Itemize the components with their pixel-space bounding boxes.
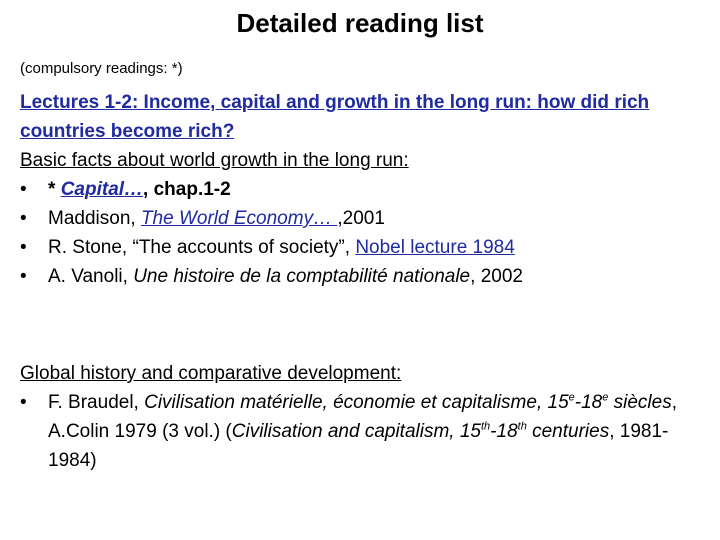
item-author: A. Vanoli, (48, 266, 134, 287)
section-lectures-1-2 (20, 88, 700, 291)
basic-facts-subheading: Basic facts about world growth in the long run: (20, 150, 409, 171)
item-author: Maddison, (48, 208, 141, 229)
item-work: Civilisation matérielle, économie et capitalisme, 15 (144, 392, 569, 413)
list-item (20, 204, 700, 233)
bullet-icon: • (20, 179, 27, 200)
item-author: R. Stone, “The accounts of society”, (48, 237, 356, 258)
compulsory-note: (compulsory readings: *) (20, 60, 183, 77)
superscript: th (480, 420, 491, 433)
compulsory-star: * (48, 179, 61, 200)
reading-list-basic-facts (20, 175, 700, 291)
global-history-subheading: Global history and comparative development: (20, 363, 402, 384)
item-work: -18 (490, 421, 518, 442)
section-global-history (20, 359, 700, 475)
item-work: Civilisation and capitalism, 15 (231, 421, 481, 442)
nobel-lecture-link[interactable]: Nobel lecture 1984 (355, 237, 515, 258)
capital-link[interactable]: Capital… (60, 179, 144, 200)
bullet-icon: • (20, 237, 27, 258)
bullet-icon: • (20, 208, 27, 229)
superscript: e (568, 391, 575, 404)
item-rest: , 1981-1984) (48, 421, 669, 471)
bullet-icon: • (20, 392, 27, 413)
item-text: , A.Colin 1979 (3 vol.) ( (48, 392, 677, 442)
reading-list-global-history (20, 388, 700, 475)
item-work: -18 (574, 392, 603, 413)
superscript: e (602, 391, 609, 404)
list-item (20, 388, 700, 475)
list-item (20, 233, 700, 262)
item-work: siècles (613, 392, 672, 413)
bullet-icon: • (20, 266, 27, 287)
world-economy-link[interactable]: The World Economy… (140, 208, 338, 229)
item-rest: ,2001 (337, 208, 385, 229)
list-item (20, 175, 700, 204)
page-title: Detailed reading list (236, 8, 484, 38)
superscript: th (517, 420, 527, 433)
item-author: F. Braudel, (48, 392, 145, 413)
lecture-heading-link[interactable]: Lectures 1-2: Income, capital and growth in the long run: how did rich countries become rich? (20, 92, 650, 142)
item-work: Une histoire de la comptabilité nationale (133, 266, 471, 287)
item-work: centuries (532, 421, 610, 442)
item-rest: , 2002 (470, 266, 523, 287)
item-rest: , chap.1-2 (143, 179, 231, 200)
list-item (20, 262, 700, 291)
